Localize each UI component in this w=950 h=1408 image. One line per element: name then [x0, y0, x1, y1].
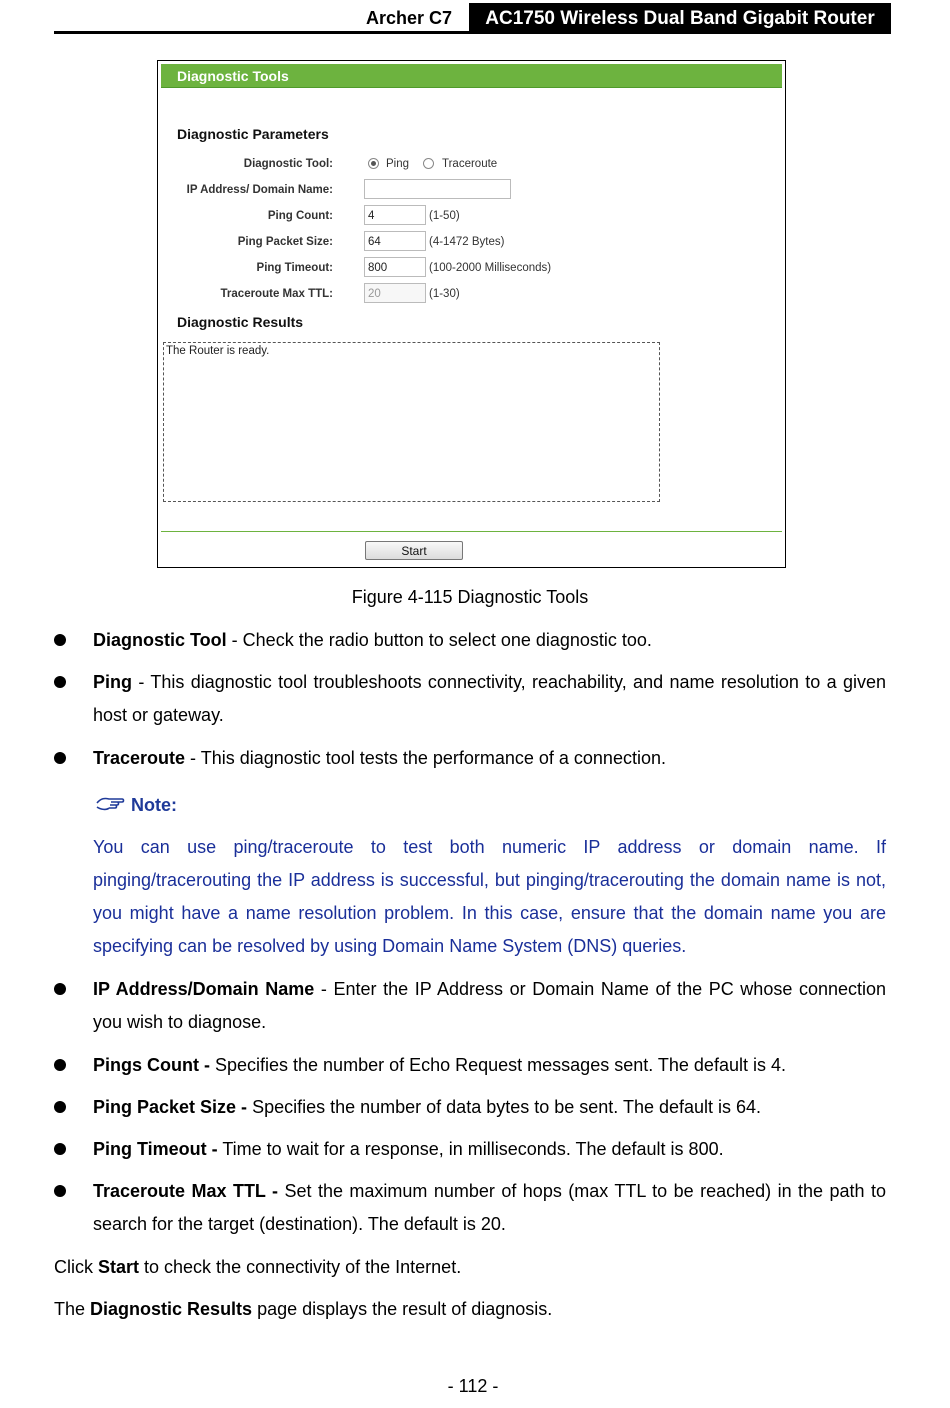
- closing-term: Start: [98, 1257, 140, 1277]
- timeout-label: Ping Timeout:: [256, 262, 333, 274]
- note-text: You can use ping/traceroute to test both numeric IP address or domain name. If pinging/tracerouting the IP address is successful, but pinging/tracerouting the domain name is not, you might have a name resolution problem. In this case, ensure that the domain name you are specifying can be resolved by using Domain Name System (DNS) queries.: [93, 837, 886, 956]
- ping-radio-label[interactable]: Ping: [386, 158, 410, 170]
- bullet-dot: [54, 983, 66, 995]
- closing-text: to check the connectivity of the Internet.: [139, 1257, 462, 1277]
- bullet-traceroute: [93, 742, 886, 775]
- bullet-term: Traceroute: [93, 748, 186, 768]
- start-button[interactable]: Start: [365, 541, 463, 560]
- bullet-diagnostic-tool: [93, 624, 886, 657]
- note-label: Note:: [131, 795, 177, 815]
- ttl-input[interactable]: 20: [364, 283, 426, 303]
- bullet-term: Ping Packet Size -: [93, 1097, 248, 1117]
- bullet-text: - This diagnostic tool tests the performance of a connection.: [185, 748, 666, 768]
- count-input[interactable]: 4: [364, 205, 426, 225]
- tool-label: Diagnostic Tool:: [243, 158, 333, 170]
- radio-selected-dot: [371, 161, 376, 166]
- product-title: AC1750 Wireless Dual Band Gigabit Router: [469, 3, 891, 34]
- bullet-pings-count: [93, 1049, 886, 1082]
- bullet-ping-packet-size: [93, 1091, 886, 1124]
- results-textarea[interactable]: The Router is ready.: [163, 342, 660, 502]
- closing-start-line: [54, 1251, 461, 1284]
- bullet-traceroute-max-ttl: [93, 1175, 886, 1241]
- bullet-dot: [54, 752, 66, 764]
- bullet-text: Specifies the number of Echo Request messages sent. The default is 4.: [209, 1055, 786, 1075]
- product-model: Archer C7: [366, 8, 453, 28]
- page-number: - 112 -: [447, 1376, 499, 1396]
- bullet-dot: [54, 1101, 66, 1113]
- count-row: [158, 204, 785, 228]
- bullet-text: - Check the radio button to select one diagnostic too.: [226, 630, 652, 650]
- bullet-term: Traceroute Max TTL -: [93, 1181, 279, 1201]
- timeout-hint: (100-2000 Milliseconds): [429, 262, 552, 274]
- ip-label: IP Address/ Domain Name:: [186, 184, 333, 196]
- timeout-input[interactable]: 800: [364, 257, 426, 277]
- traceroute-radio[interactable]: [423, 158, 434, 169]
- bullet-ping: [93, 666, 886, 732]
- timeout-row: [158, 256, 785, 280]
- bullet-dot: [54, 1185, 66, 1197]
- ip-row: [158, 178, 785, 202]
- figure-caption: Figure 4-115 Diagnostic Tools: [351, 587, 589, 607]
- bullet-dot: [54, 1059, 66, 1071]
- size-label: Ping Packet Size:: [237, 236, 333, 248]
- traceroute-radio-label[interactable]: Traceroute: [442, 158, 498, 170]
- bullet-dot: [54, 634, 66, 646]
- size-hint: (4-1472 Bytes): [429, 236, 505, 248]
- bullet-term: Diagnostic Tool: [93, 630, 227, 650]
- tool-row: [158, 152, 785, 176]
- bullet-dot: [54, 676, 66, 688]
- pointing-hand-icon: [95, 795, 125, 813]
- bullet-text: - Enter the IP Address or Domain Name of the PC whose connection you wish to diagnose.: [93, 979, 887, 1032]
- count-hint: (1-50): [429, 210, 460, 222]
- count-label: Ping Count:: [267, 210, 333, 222]
- header-rule: [54, 31, 891, 34]
- bullet-dot: [54, 1143, 66, 1155]
- ip-input[interactable]: [364, 179, 511, 199]
- closing-term: Diagnostic Results: [90, 1299, 253, 1319]
- note-heading: [95, 795, 177, 816]
- bullet-text: Set the maximum number of hops (max TTL to be reached) in the path to search for the target (destination). The default is 20.: [93, 1181, 886, 1234]
- bullet-text: Time to wait for a response, in milliseconds. The default is 800.: [217, 1139, 724, 1159]
- bullet-text: - This diagnostic tool troubleshoots connectivity, reachability, and name resolution to a given host or gateway.: [93, 672, 886, 725]
- closing-text: Click: [54, 1257, 98, 1277]
- diagnostic-tools-screenshot: [157, 60, 786, 568]
- bullet-term: Pings Count -: [93, 1055, 210, 1075]
- bullet-term: Ping: [93, 672, 132, 692]
- size-input[interactable]: 64: [364, 231, 426, 251]
- closing-text: page displays the result of diagnosis.: [252, 1299, 553, 1319]
- closing-results-line: [54, 1293, 552, 1326]
- ttl-row: [158, 282, 785, 306]
- ping-radio[interactable]: [368, 158, 379, 169]
- ttl-hint: (1-30): [429, 288, 460, 300]
- footer-divider: [161, 531, 782, 532]
- bullet-term: IP Address/Domain Name: [93, 979, 315, 999]
- bullet-ip-address: [93, 973, 886, 1039]
- closing-text: The: [54, 1299, 91, 1319]
- ttl-label: Traceroute Max TTL:: [220, 288, 333, 300]
- panel-title-bar: Diagnostic Tools: [161, 64, 782, 88]
- results-heading: Diagnostic Results: [177, 314, 304, 330]
- bullet-ping-timeout: [93, 1133, 886, 1166]
- bullet-term: Ping Timeout -: [93, 1139, 218, 1159]
- bullet-text: Specifies the number of data bytes to be sent. The default is 64.: [247, 1097, 762, 1117]
- size-row: [158, 230, 785, 254]
- params-heading: Diagnostic Parameters: [177, 126, 329, 142]
